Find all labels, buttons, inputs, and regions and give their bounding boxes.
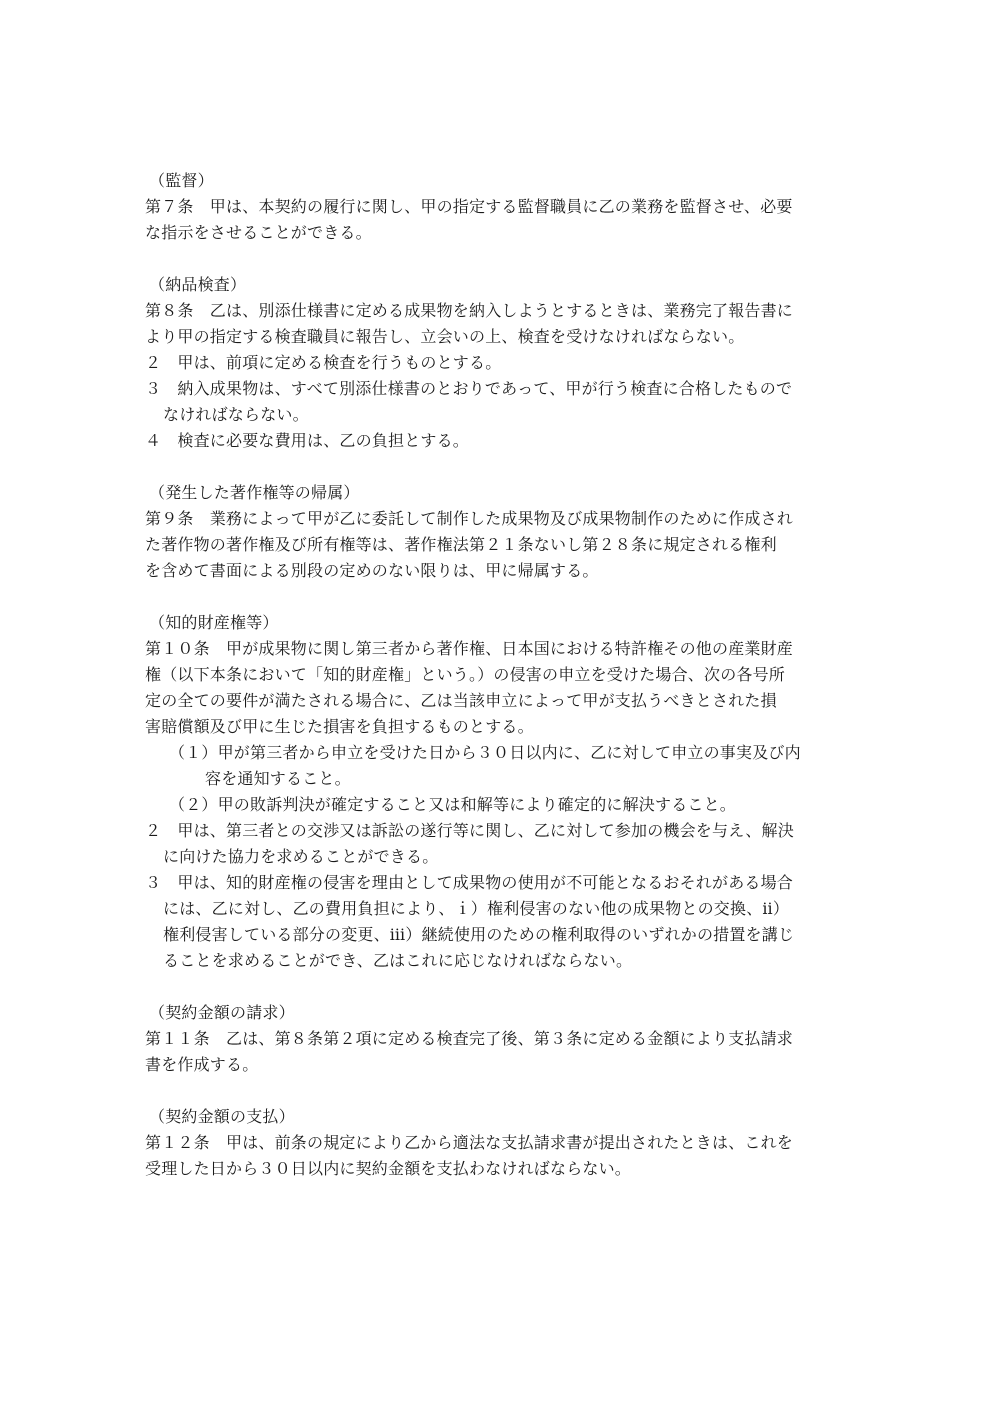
- article-line: 第１２条 甲は、前条の規定により乙から適法な支払請求書が提出されたときは、これを: [145, 1133, 794, 1152]
- item-line: ３ 納入成果物は、すべて別添仕様書のとおりであって、甲が行う検査に合格したもので: [145, 379, 793, 398]
- sub-item-line: 容を通知すること。: [205, 769, 351, 788]
- article-8: [145, 272, 860, 454]
- article-line: 第９条 業務によって甲が乙に委託して制作した成果物及び成果物制作のために作成され: [145, 509, 794, 528]
- article-heading: （納品検査）: [149, 275, 247, 294]
- sub-item: [145, 792, 860, 818]
- article-heading: （監督）: [149, 171, 214, 190]
- article-line: 第１０条 甲が成果物に関し第三者から著作権、日本国における特許権その他の産業財産: [145, 639, 794, 658]
- item-line: には、乙に対し、乙の費用負担により、ｉ）権利侵害のない他の成果物との交換、ⅱ）: [163, 899, 790, 918]
- article-line: た著作物の著作権及び所有権等は、著作権法第２１条ないし第２８条に規定される権利: [145, 535, 777, 554]
- article-body: [145, 636, 860, 740]
- article-line: より甲の指定する検査職員に報告し、立会いの上、検査を受けなければならない。: [145, 327, 745, 346]
- article-line: 第１１条 乙は、第８条第２項に定める検査完了後、第３条に定める金額により支払請求: [145, 1029, 794, 1048]
- article-body: [145, 1026, 860, 1078]
- item-line: ることを求めることができ、乙はこれに応じなければならない。: [163, 951, 633, 970]
- item-line: なければならない。: [163, 405, 309, 424]
- paragraph-item: [145, 428, 860, 454]
- article-line: 権（以下本条において「知的財産権」という。）の侵害の申立を受けた場合、次の各号所: [145, 665, 786, 684]
- article-heading: （契約金額の支払）: [149, 1107, 295, 1126]
- article-body: [145, 194, 860, 246]
- paragraph-item: [145, 350, 860, 376]
- sub-item-line: （２）甲の敗訴判決が確定すること又は和解等により確定的に解決すること。: [169, 795, 737, 814]
- article-heading: （知的財産権等）: [149, 613, 279, 632]
- article-line: を含めて書面による別段の定めのない限りは、甲に帰属する。: [145, 561, 599, 580]
- article-line: な指示をさせることができる。: [145, 223, 372, 242]
- article-line: 定の全ての要件が満たされる場合に、乙は当該申立によって甲が支払うべきとされた損: [145, 691, 777, 710]
- article-line: 第７条 甲は、本契約の履行に関し、甲の指定する監督職員に乙の業務を監督させ、必要: [145, 197, 793, 216]
- article-body: [145, 1130, 860, 1182]
- article-line: 書を作成する。: [145, 1055, 259, 1074]
- article-body: [145, 298, 860, 350]
- article-body: [145, 506, 860, 584]
- document-page: [145, 168, 860, 1208]
- article-heading: （発生した著作権等の帰属）: [149, 483, 360, 502]
- paragraph-item: [145, 870, 860, 974]
- sub-item: [145, 740, 860, 792]
- article-12: [145, 1104, 860, 1182]
- item-line: ３ 甲は、知的財産権の侵害を理由として成果物の使用が不可能となるおそれがある場合: [145, 873, 794, 892]
- article-heading: （契約金額の請求）: [149, 1003, 295, 1022]
- article-line: 害賠償額及び甲に生じた損害を負担するものとする。: [145, 717, 534, 736]
- item-line: ２ 甲は、第三者との交渉又は訴訟の遂行等に関し、乙に対して参加の機会を与え、解決: [145, 821, 794, 840]
- paragraph-item: [145, 818, 860, 870]
- paragraph-item: [145, 376, 860, 428]
- item-line: ２ 甲は、前項に定める検査を行うものとする。: [145, 353, 502, 372]
- sub-item-line: （１）甲が第三者から申立を受けた日から３０日以内に、乙に対して申立の事実及び内: [169, 743, 801, 762]
- article-10: [145, 610, 860, 974]
- article-11: [145, 1000, 860, 1078]
- item-line: 権利侵害している部分の変更、ⅲ）継続使用のための権利取得のいずれかの措置を講じ: [163, 925, 795, 944]
- article-line: 第８条 乙は、別添仕様書に定める成果物を納入しようとするときは、業務完了報告書に: [145, 301, 794, 320]
- item-line: ４ 検査に必要な費用は、乙の負担とする。: [145, 431, 470, 450]
- item-line: に向けた協力を求めることができる。: [163, 847, 439, 866]
- article-7: [145, 168, 860, 246]
- article-line: 受理した日から３０日以内に契約金額を支払わなければならない。: [145, 1159, 632, 1178]
- article-9: [145, 480, 860, 584]
